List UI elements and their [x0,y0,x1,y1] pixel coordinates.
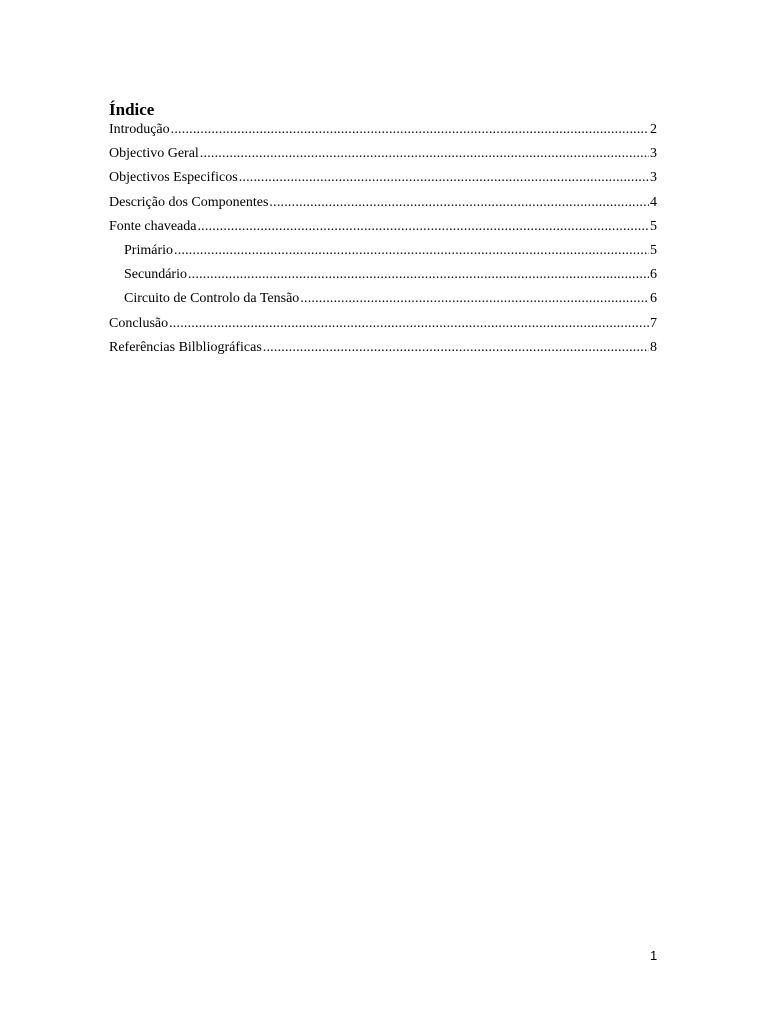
toc-entry-label: Objectivos Especificos [109,170,238,186]
page-number: 1 [650,948,658,963]
toc-dot-leader [200,145,649,163]
toc-entry-descricao-componentes[interactable] [109,194,657,218]
toc-entry-label: Introdução [109,122,170,137]
toc-entry-secundario[interactable] [109,266,657,290]
toc-dot-leader [171,121,649,139]
toc-dot-leader [269,194,649,212]
toc-title: Índice [109,100,155,119]
toc-entry-page: 3 [650,146,657,162]
toc-entry-referencias[interactable] [109,339,657,363]
toc-entry-circuito-controlo-tensao[interactable] [109,290,657,314]
toc-entry-page: 3 [650,170,657,186]
toc-entry-page: 6 [650,267,657,283]
table-of-contents [109,121,657,363]
toc-dot-leader [239,169,649,187]
toc-entry-label: Primário [124,242,173,258]
toc-dot-leader [300,290,649,308]
toc-entry-page: 6 [650,291,657,307]
toc-entry-page: 8 [650,339,657,355]
toc-entry-conclusao[interactable] [109,315,657,339]
toc-entry-objectivos-especificos[interactable] [109,169,657,193]
toc-entry-label: Referências Bilbliográficas [109,339,262,355]
toc-entry-page: 4 [650,194,657,210]
toc-entry-fonte-chaveada[interactable] [109,218,657,242]
toc-entry-page: 2 [650,122,657,137]
toc-entry-label: Circuito de Controlo da Tensão [124,291,300,307]
toc-dot-leader [197,218,649,236]
toc-entry-label: Secundário [124,267,187,283]
toc-entry-page: 5 [650,218,657,234]
toc-dot-leader [174,242,649,260]
toc-entry-label: Conclusão [109,315,169,331]
toc-entry-page: 7 [650,315,657,331]
toc-entry-page: 5 [650,242,657,258]
toc-dot-leader [188,266,649,284]
toc-entry-introducao[interactable] [109,121,657,145]
toc-entry-primario[interactable] [109,242,657,266]
toc-entry-objectivo-geral[interactable] [109,145,657,169]
toc-entry-label: Objectivo Geral [109,146,199,162]
toc-entry-label: Descrição dos Componentes [109,194,269,210]
toc-dot-leader [263,339,649,357]
toc-entry-label: Fonte chaveada [109,218,197,234]
toc-dot-leader [169,315,649,333]
